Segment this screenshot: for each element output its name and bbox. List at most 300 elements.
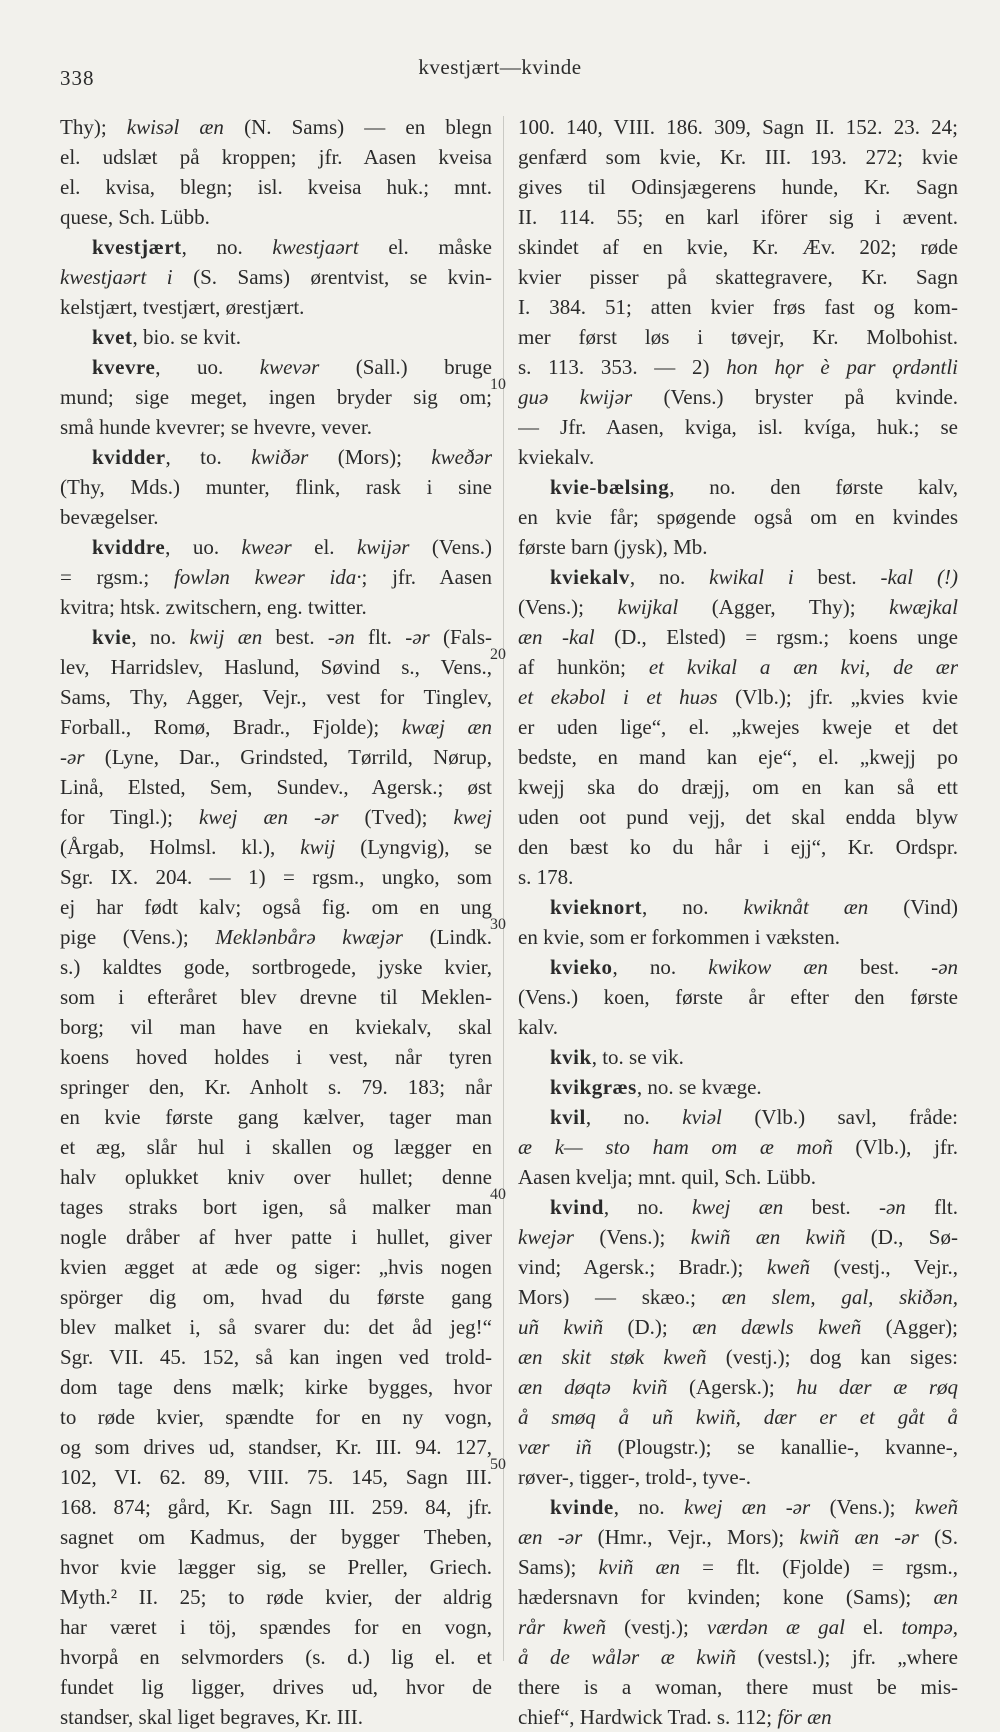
text-line [518, 1702, 958, 1732]
text-line [518, 322, 958, 352]
text-line [518, 262, 958, 292]
text-line [60, 652, 492, 682]
line-number: 20 [490, 646, 506, 663]
text-run: spörger dig om, hvad du første gang [60, 1285, 492, 1309]
text-run: (vestj., Vejr., [810, 1255, 958, 1279]
headword: kvie [92, 625, 132, 649]
text-line [518, 1072, 958, 1102]
left-column [60, 112, 492, 1732]
text-line [518, 442, 958, 472]
text-run: første barn (jysk), Mb. [518, 535, 708, 559]
text-run: (Agger, Thy); [678, 595, 890, 619]
text-run: s. 178. [518, 865, 574, 889]
text-run: (S. [918, 1525, 958, 1549]
headword: kvieknort [550, 895, 643, 919]
line-number: 50 [490, 1456, 506, 1473]
text-run: best. - [262, 625, 335, 649]
dialect-form: æn -ər [518, 1525, 583, 1549]
text-line [60, 1252, 492, 1282]
text-run: 100. 140, VIII. 186. 309, Sagn II. 152. 23. 24; [518, 115, 958, 139]
text-run: (D., Sø- [845, 1225, 958, 1249]
text-line [60, 262, 492, 292]
text-run: s. 113. 353. — 2) [518, 355, 727, 379]
text-run: lev, Harridslev, Haslund, Søvind s., Vens., [60, 655, 492, 679]
dialect-form: kwej æn [691, 1195, 784, 1219]
text-run: 168. 874; gård, Kr. Sagn III. 259. 84, jfr. [60, 1495, 492, 1519]
text-line [60, 1582, 492, 1612]
text-run: halv oplukket kniv over hullet; denne [60, 1165, 492, 1189]
text-run: bevægelser. [60, 505, 159, 529]
text-line [60, 112, 492, 142]
text-run: flt. [905, 1195, 958, 1219]
text-line [518, 862, 958, 892]
text-run: = rgsm.; [60, 565, 174, 589]
text-run: (Vlb.), jfr. [832, 1135, 958, 1159]
text-line [60, 712, 492, 742]
text-run: Sams, Thy, Agger, Vejr., vest for Tinglev, [60, 685, 492, 709]
right-column [518, 112, 958, 1732]
text-line [518, 292, 958, 322]
text-line [518, 412, 958, 442]
page-number: 338 [60, 66, 95, 90]
text-run: best. - [783, 1195, 886, 1219]
text-run: , no. [642, 895, 744, 919]
text-run: et æg, slår hul i skallen og lægger en [60, 1135, 492, 1159]
text-run: (Mors); [308, 445, 432, 469]
text-run: (vestj.); dog kan siges: [706, 1345, 958, 1369]
text-run: bedste, en mand kan eje“, el. „kwejj po [518, 745, 958, 769]
dialect-form: kwej [453, 805, 492, 829]
text-run: (Agger); [861, 1315, 958, 1339]
text-line [60, 1342, 492, 1372]
text-run: Thy); [60, 115, 127, 139]
text-run: el. [291, 535, 357, 559]
text-line [518, 232, 958, 262]
dialect-form: ər [67, 745, 85, 769]
text-run: ; jfr. Aasen [361, 565, 492, 589]
text-line [518, 802, 958, 832]
text-line [518, 1042, 958, 1072]
line-number: 10 [490, 376, 506, 393]
text-line [60, 1282, 492, 1312]
text-run: (Plougstr.); se kanallie-, kvanne-, [591, 1435, 958, 1459]
text-line [60, 982, 492, 1012]
text-run: genfærd som kvie, Kr. III. 193. 272; kvie [518, 145, 958, 169]
text-run: kelstjært, tvestjært, ørestjært. [60, 295, 305, 319]
dialect-form: kwij æn [189, 625, 263, 649]
text-line [60, 172, 492, 202]
dialect-form: kwiðər [251, 445, 309, 469]
dialect-form: æn skit støk kweñ [518, 1345, 707, 1369]
headword: kvind [550, 1195, 604, 1219]
dialect-form: æn [933, 1585, 958, 1609]
text-run: blev malket i, så svarer du: det åd jeg!“ [60, 1315, 492, 1339]
dialect-form: kal (!) [887, 565, 958, 589]
text-run: best. - [827, 955, 939, 979]
text-run: tages straks bort igen, så malker man [60, 1195, 492, 1219]
dialect-form: kwiñ æn -ər [799, 1525, 919, 1549]
text-run: Forball., Romø, Bradr., Fjolde); [60, 715, 402, 739]
text-line [60, 1312, 492, 1342]
text-run: quese, Sch. Lübb. [60, 205, 210, 229]
text-run: små hunde kvevrer; se hvevre, vever. [60, 415, 372, 439]
text-run: springer den, Kr. Anholt s. 79. 183; når [60, 1075, 492, 1099]
text-run: (Årgab, Holmsl. kl.), [60, 835, 301, 859]
text-run: af hunkön; [518, 655, 649, 679]
text-run: pige (Vens.); [60, 925, 216, 949]
dialect-form: fowlən kweər ida· [173, 565, 362, 589]
dialect-form: tompə, [901, 1615, 958, 1639]
dialect-form: kwevər [259, 355, 320, 379]
dialect-form: kwijkal [617, 595, 679, 619]
text-line [518, 382, 958, 412]
headword: kviddre [92, 535, 166, 559]
dialect-form: kwiknåt æn [743, 895, 869, 919]
text-run: mund; sige meget, ingen bryder sig om; [60, 385, 492, 409]
text-run: (Thy, Mds.) munter, flink, rask i sine [60, 475, 492, 499]
headword: kvieko [550, 955, 613, 979]
text-run: (Tved); [338, 805, 454, 829]
text-line [60, 1102, 492, 1132]
dialect-form: æn døqtə kviñ [518, 1375, 668, 1399]
dialect-form: kwej æn -ər [683, 1495, 811, 1519]
dialect-form: å de wålər æ kwiñ [518, 1645, 736, 1669]
text-run: kvitra; htsk. zwitschern, eng. twitter. [60, 595, 367, 619]
text-line [60, 862, 492, 892]
text-run: nogle dråber af hver patte i hullet, giver [60, 1225, 492, 1249]
dialect-form: kweñ [766, 1255, 810, 1279]
text-line [60, 382, 492, 412]
dialect-form: æn -kal [518, 625, 595, 649]
text-run: hvor kvie lægger sig, se Preller, Griech. [60, 1555, 492, 1579]
text-run: (Vens.); [810, 1495, 915, 1519]
text-line [518, 172, 958, 202]
dialect-form: kwestjaərt [272, 235, 359, 259]
text-run: el. [844, 1615, 902, 1639]
headword: kvevre [92, 355, 156, 379]
dialect-form: et ekəbol i et huəs [518, 685, 718, 709]
text-run: er uden lige“, el. „kwejes kweje et det [518, 715, 958, 739]
dialect-form: værdən æ gal [706, 1615, 845, 1639]
text-run: (Vens.); [573, 1225, 691, 1249]
text-line [518, 832, 958, 862]
text-run: to røde kvier, spændte for en ny vogn, [60, 1405, 492, 1429]
dialect-form: vær iñ [518, 1435, 592, 1459]
dialect-form: kviəl [682, 1105, 722, 1129]
text-run: (Vlb.) savl, fråde: [721, 1105, 958, 1129]
dialect-form: et kvikal a æn kvi, de ær [648, 655, 958, 679]
dialect-form: Meklənbårə kwæjər [215, 925, 403, 949]
text-line [518, 1492, 958, 1522]
text-line [60, 1672, 492, 1702]
text-line [60, 682, 492, 712]
text-line [60, 1492, 492, 1522]
text-line [60, 1702, 492, 1732]
text-line [60, 772, 492, 802]
dialect-form: kwæj æn [401, 715, 492, 739]
text-run: for Tingl.); [60, 805, 199, 829]
headword: kvestjært [92, 235, 182, 259]
text-line [518, 1102, 958, 1132]
text-run: Linå, Elsted, Sem, Sundev., Agersk.; øst [60, 775, 492, 799]
dialect-form: kwejər [518, 1225, 574, 1249]
text-run: , uo. [155, 355, 260, 379]
text-line [518, 772, 958, 802]
text-run: , uo. [165, 535, 242, 559]
text-line [60, 952, 492, 982]
text-line [60, 442, 492, 472]
line-number: 40 [490, 1186, 506, 1203]
text-run: I. 384. 51; atten kvier frøs fast og kom- [518, 295, 958, 319]
text-run: el. måske [358, 235, 492, 259]
text-line [60, 742, 492, 772]
text-line [60, 1162, 492, 1192]
text-run: (Vens.); [518, 595, 618, 619]
text-run: Sgr. IX. 204. — 1) = rgsm., ungko, som [60, 865, 492, 889]
headword: kvik [550, 1045, 592, 1069]
text-line [518, 1312, 958, 1342]
text-run: (N. Sams) — en blegn [223, 115, 492, 139]
text-run: , no. se kvæge. [636, 1075, 762, 1099]
text-run: borg; vil man have en kviekalv, skal [60, 1015, 492, 1039]
dialect-form: kwej æn -ər [198, 805, 339, 829]
text-line [60, 232, 492, 262]
text-line [60, 1462, 492, 1492]
text-line [518, 652, 958, 682]
text-run: there is a woman, there must be mis- [518, 1675, 958, 1699]
text-run: (vestj.); [606, 1615, 707, 1639]
dialect-form: kviñ æn [598, 1555, 681, 1579]
text-line [60, 322, 492, 352]
text-line [518, 1612, 958, 1642]
text-run: (Vlb.); jfr. „kvies kvie [717, 685, 958, 709]
text-line [60, 1222, 492, 1252]
text-run: Sams); [518, 1555, 599, 1579]
dialect-form: kwæjkal [889, 595, 958, 619]
text-line [518, 1132, 958, 1162]
text-run: flt. - [354, 625, 413, 649]
text-run: gives til Odinsjægerens hunde, Kr. Sagn [518, 175, 958, 199]
text-line [518, 562, 958, 592]
text-run: (Vind) [868, 895, 958, 919]
text-line [518, 1582, 958, 1612]
text-line [518, 892, 958, 922]
text-run: (Sall.) bruge [319, 355, 492, 379]
text-run: , no. [613, 1495, 684, 1519]
text-run: kviekalv. [518, 445, 595, 469]
text-line [60, 1612, 492, 1642]
text-line [518, 142, 958, 172]
dialect-form: uñ kwiñ [518, 1315, 604, 1339]
running-head: kvestjært—kvinde [418, 55, 582, 79]
text-line [518, 1162, 958, 1192]
text-run: , bio. se kvit. [132, 325, 241, 349]
text-run: uden oot pund vejj, det skal endda blyw [518, 805, 958, 829]
text-line [518, 352, 958, 382]
dialect-form: ən [885, 1195, 906, 1219]
text-run: Aasen kvelja; mnt. quil, Sch. Lübb. [518, 1165, 817, 1189]
text-line [518, 1252, 958, 1282]
text-line [518, 502, 958, 532]
text-run: II. 114. 55; en karl iförer sig i ævent. [518, 205, 958, 229]
text-line [60, 832, 492, 862]
text-line [518, 1372, 958, 1402]
text-run: koens hoved holdes i vest, når tyren [60, 1045, 492, 1069]
text-run: (S. Sams) ørentvist, se kvin- [172, 265, 492, 289]
text-run: (Lyne, Dar., Grindsted, Tørrild, Nørup, [84, 745, 492, 769]
text-line [518, 1552, 958, 1582]
text-run: hædersnavn for kvinden; kone (Sams); [518, 1585, 934, 1609]
text-line [60, 1012, 492, 1042]
text-line [60, 412, 492, 442]
text-line [60, 1132, 492, 1162]
dialect-form: guə kwijər [518, 385, 633, 409]
text-run: skindet af en kvie, Kr. Æv. 202; røde [518, 235, 958, 259]
text-run: ej har født kalv; også fig. om en ung [60, 895, 492, 919]
dialect-form: æ k— sto ham om æ moñ [518, 1135, 833, 1159]
headword: kvil [550, 1105, 586, 1129]
text-run: kvien ægget at æde og siger: „hvis nogen [60, 1255, 492, 1279]
text-line [60, 502, 492, 532]
text-run: s.) kaldtes gode, sortbrogede, jyske kvier, [60, 955, 492, 979]
headword: kvikgræs [550, 1075, 637, 1099]
text-line [518, 592, 958, 622]
text-line [60, 922, 492, 952]
text-run: , to. se vik. [591, 1045, 684, 1069]
text-line [518, 742, 958, 772]
text-run: (vestsl.); jfr. „where [735, 1645, 958, 1669]
text-line [60, 562, 492, 592]
text-run: vind; Agersk.; Bradr.); [518, 1255, 767, 1279]
text-run: (Lyngvig), se [335, 835, 492, 859]
dialect-form: kwijər [356, 535, 410, 559]
dialect-form: kwij [300, 835, 336, 859]
headword: kvinde [550, 1495, 614, 1519]
dialect-form: kweðər [431, 445, 492, 469]
text-run: dom tage dens mælk; kirke bygges, hvor [60, 1375, 492, 1399]
text-run: Sgr. VII. 45. 152, så kan ingen ved trold- [60, 1345, 492, 1369]
dialect-form: kwikal i [709, 565, 794, 589]
text-run: og som drives ud, standser, Kr. III. 94. 127, [60, 1435, 492, 1459]
text-run: har været i töj, spændes for en vogn, [60, 1615, 492, 1639]
text-run: , no. [612, 955, 709, 979]
dialect-form: hu dær æ røq [796, 1375, 958, 1399]
text-line [518, 472, 958, 502]
dialect-form: kwisəl æn [126, 115, 224, 139]
text-run: kvier pisser på skattegravere, Kr. Sagn [518, 265, 958, 289]
text-run: , no. [603, 1195, 692, 1219]
text-line [518, 1642, 958, 1672]
text-line [518, 1522, 958, 1552]
text-line [60, 1072, 492, 1102]
text-run: som i efteråret blev drevne til Meklen- [60, 985, 492, 1009]
text-line [518, 1432, 958, 1462]
dialect-form: kwestjaərt i [60, 265, 173, 289]
text-line [60, 472, 492, 502]
text-line [60, 1642, 492, 1672]
column-divider [503, 116, 504, 1661]
dialect-form: kweər [241, 535, 292, 559]
text-line [60, 1432, 492, 1462]
text-run: (D.); [603, 1315, 693, 1339]
text-line [518, 1012, 958, 1042]
text-line [60, 202, 492, 232]
text-run: en kvie første gang kælver, tager man [60, 1105, 492, 1129]
text-run: = flt. (Fjolde) = rgsm., [680, 1555, 958, 1579]
text-run: Mors) — skæo.; [518, 1285, 722, 1309]
text-run: den bæst ko du hår i ejj“, Kr. Ordspr. [518, 835, 958, 859]
text-run: , no. [585, 1105, 683, 1129]
text-line [518, 1402, 958, 1432]
dialect-form: ən [334, 625, 355, 649]
text-line [518, 1672, 958, 1702]
text-line [60, 1042, 492, 1072]
text-run: el. kvisa, blegn; isl. kveisa huk.; mnt. [60, 175, 492, 199]
dialect-form: kwikow æn [708, 955, 828, 979]
dialect-form: ən [938, 955, 958, 979]
text-run: , no. [131, 625, 190, 649]
dialect-form: kweñ [914, 1495, 958, 1519]
text-run: fundet lig ligger, drives ud, hvor de [60, 1675, 492, 1699]
dialect-form: æn dæwls kweñ [692, 1315, 862, 1339]
text-line [518, 532, 958, 562]
text-line [60, 292, 492, 322]
text-run: , no. [629, 565, 710, 589]
dialect-form: å smøq å uñ kwiñ, dær er et gåt å [518, 1405, 958, 1429]
text-run: (Vens.) [409, 535, 492, 559]
text-line [60, 1192, 492, 1222]
text-line [518, 622, 958, 652]
dialect-form: hon hǫr è par ǫrdəntli [726, 355, 958, 379]
text-line [60, 1402, 492, 1432]
text-line [60, 532, 492, 562]
headword: kvie-bælsing [550, 475, 670, 499]
dialect-form: för æn [777, 1705, 832, 1729]
dialect-form: æn slem, gal, skiðən, [721, 1285, 958, 1309]
text-line [518, 1192, 958, 1222]
text-run: (Lindk. [402, 925, 492, 949]
text-run: , no. [181, 235, 273, 259]
text-line [518, 712, 958, 742]
text-run: kwejj ska do dræjj, om en kan så ett [518, 775, 958, 799]
text-line [518, 1342, 958, 1372]
text-line [518, 1462, 958, 1492]
text-run: sagnet om Kadmus, der bygger Theben, [60, 1525, 492, 1549]
text-run: Myth.² II. 25; to røde kvier, der aldrig [60, 1585, 492, 1609]
text-line [60, 622, 492, 652]
text-run: (D., Elsted) = rgsm.; koens unge [594, 625, 958, 649]
dialect-form: rår kweñ [518, 1615, 607, 1639]
text-run: hvorpå en selvmorders (s. d.) lig el. et [60, 1645, 492, 1669]
text-run: (Vens.) koen, første år efter den første [518, 985, 958, 1009]
dialect-form: ər [412, 625, 430, 649]
text-run: kalv. [518, 1015, 559, 1039]
line-number: 30 [490, 916, 506, 933]
text-run: 102, VI. 62. 89, VIII. 75. 145, Sagn III. [60, 1465, 492, 1489]
text-run: chief“, Hardwick Trad. s. 112; [518, 1705, 778, 1729]
text-line [60, 352, 492, 382]
headword: kvidder [92, 445, 166, 469]
text-line [518, 982, 958, 1012]
text-run: røver-, tigger-, trold-, tyve-. [518, 1465, 751, 1489]
headword: kviekalv [550, 565, 630, 589]
text-line [60, 1552, 492, 1582]
text-line [60, 1522, 492, 1552]
text-run: el. udslæt på kroppen; jfr. Aasen kveisa [60, 145, 492, 169]
text-run: en kvie, som er forkommen i væksten. [518, 925, 840, 949]
text-line [518, 682, 958, 712]
text-run: en kvie får; spøgende også om en kvindes [518, 505, 958, 529]
